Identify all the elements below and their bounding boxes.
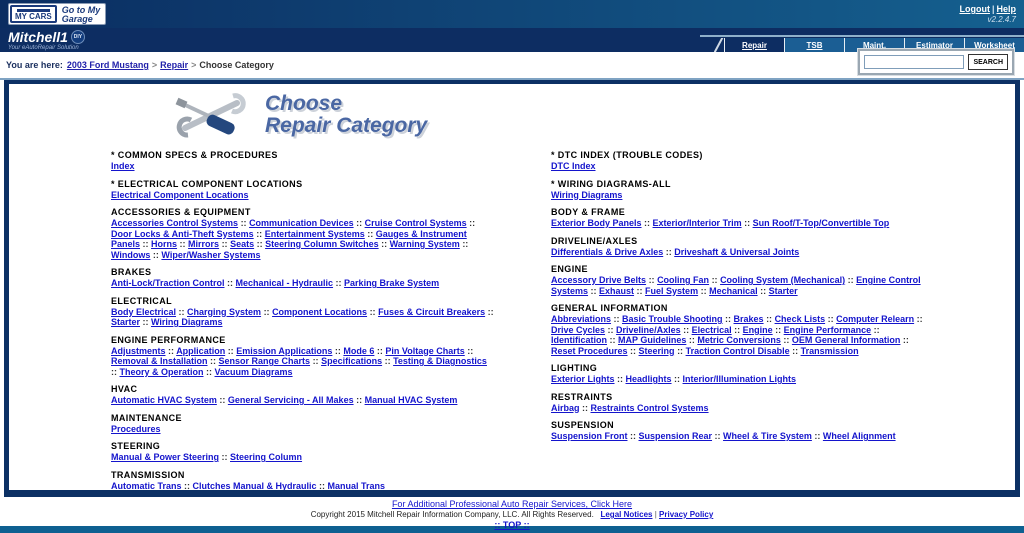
category-link[interactable]: Starter (111, 317, 141, 327)
category-link[interactable]: Theory & Operation (119, 366, 204, 377)
category-link[interactable]: Engine Control Systems (551, 275, 921, 296)
link-separator: :: (772, 324, 784, 335)
link-separator: :: (165, 345, 177, 356)
category-link[interactable]: Steering Column (230, 452, 303, 462)
category-link[interactable]: DTC Index (551, 161, 596, 171)
link-separator: :: (333, 278, 345, 288)
category-section (551, 207, 935, 229)
category-link[interactable]: Wiring Diagrams (151, 317, 223, 327)
category-link[interactable]: Starter (768, 285, 798, 296)
category-link[interactable]: Mechanical (709, 285, 758, 296)
category-link[interactable]: Manual HVAC System (364, 395, 458, 405)
category-section (551, 179, 935, 201)
category-link[interactable]: Electrical (691, 324, 732, 335)
category-link[interactable]: Manual Trans (327, 480, 386, 491)
category-section (551, 150, 935, 172)
link-separator: :: (627, 345, 639, 356)
link-separator: :: (364, 228, 376, 239)
category-link[interactable]: Restraints Control Systems (590, 402, 709, 413)
link-separator: :: (780, 335, 792, 345)
category-link[interactable]: Drive Cycles (551, 324, 606, 335)
category-columns (9, 140, 1015, 497)
category-heading: * WIRING DIAGRAMS-ALL (551, 178, 671, 189)
category-link[interactable]: Anti-Lock/Traction Control (111, 278, 225, 288)
category-link[interactable]: Sensor Range Charts (218, 356, 311, 366)
link-separator: :: (140, 239, 152, 249)
category-section (111, 470, 495, 492)
category-column-right (551, 150, 935, 497)
category-section (551, 420, 935, 442)
link-separator: :: (712, 431, 724, 441)
category-heading: ACCESSORIES & EQUIPMENT (111, 207, 251, 217)
copyright-text: Copyright 2015 Mitchell Repair Information Company, LLC. All Rights Reserved. (310, 510, 594, 519)
category-heading: * ELECTRICAL COMPONENT LOCATIONS (111, 178, 303, 189)
category-link[interactable]: Charging System (187, 306, 262, 317)
breadcrumb (0, 60, 274, 70)
category-link[interactable]: Adjustments (111, 345, 166, 356)
category-link[interactable]: Wheel Alignment (822, 431, 896, 441)
link-separator: :: (674, 345, 686, 356)
link-separator: :: (140, 317, 152, 327)
category-link[interactable]: Component Locations (272, 306, 368, 317)
category-link[interactable]: Headlights (625, 374, 672, 384)
category-heading: * COMMON SPECS & PROCEDURES (111, 150, 278, 160)
breadcrumb-prefix: You are here: (6, 60, 63, 70)
link-separator: :: (216, 395, 228, 405)
my-cars-plate (10, 5, 57, 23)
diy-badge-icon: DIY (71, 30, 85, 44)
category-link[interactable]: Vacuum Diagrams (214, 366, 293, 377)
my-cars-label: MY CARS (15, 11, 52, 21)
category-link[interactable]: Basic Trouble Shooting (622, 314, 723, 324)
link-separator: :: (224, 278, 236, 288)
link-separator: :: (680, 324, 692, 335)
breadcrumb-separator: > (191, 60, 197, 70)
category-heading: TRANSMISSION (111, 469, 185, 480)
category-heading: STEERING (111, 441, 161, 451)
link-separator: :: (254, 239, 266, 249)
link-separator: :: (686, 335, 698, 345)
link-separator: :: (238, 218, 250, 228)
link-separator: :: (111, 366, 120, 377)
link-separator: :: (332, 345, 344, 356)
link-separator: :: (316, 480, 328, 491)
divider: | (654, 510, 657, 519)
category-link[interactable]: Driveline/Axles (616, 324, 681, 335)
category-link[interactable]: Suspension Front (551, 431, 628, 441)
tab-label[interactable]: Maint. (862, 40, 887, 50)
category-link[interactable]: Metric Conversions (697, 335, 781, 345)
link-separator: :: (367, 306, 379, 317)
link-separator: :: (607, 335, 618, 345)
category-link[interactable]: Automatic HVAC System (111, 395, 217, 405)
category-heading: ENGINE PERFORMANCE (111, 334, 226, 345)
category-link[interactable]: Check Lists (774, 314, 826, 324)
category-heading: ENGINE (551, 264, 588, 274)
category-link[interactable]: Accessories Control Systems (111, 218, 239, 228)
main-content-box (4, 80, 1020, 497)
category-heading: GENERAL INFORMATION (551, 303, 668, 313)
search-panel (858, 49, 1014, 75)
link-separator: :: (382, 356, 394, 366)
category-section (111, 179, 495, 201)
link-separator: :: (614, 374, 626, 384)
category-link[interactable]: Cooling Fan (657, 275, 710, 285)
category-link[interactable]: Mirrors (188, 239, 220, 249)
category-link[interactable]: Abbreviations (551, 314, 612, 324)
back-to-top-link[interactable]: :: TOP :: (494, 520, 530, 530)
category-link[interactable]: Clutches Manual & Hydraulic (192, 480, 317, 491)
logo-tagline: Your eAutoRepair Solution (8, 45, 79, 51)
category-section (551, 363, 935, 385)
category-link[interactable]: Cruise Control Systems (364, 218, 467, 228)
tab-repair[interactable] (724, 38, 784, 52)
link-separator: :: (219, 239, 231, 249)
category-section (551, 303, 935, 356)
link-separator: :: (464, 345, 474, 356)
link-separator: :: (353, 395, 365, 405)
category-link[interactable]: Body Electrical (111, 306, 177, 317)
logo-text: Mitchell1 (8, 29, 68, 45)
link-separator: :: (219, 452, 231, 462)
link-separator: :: (176, 306, 188, 317)
link-separator: :: (698, 285, 710, 296)
link-separator: :: (757, 285, 769, 296)
category-link[interactable]: Suspension Rear (638, 431, 713, 441)
category-link[interactable]: Electrical Component Locations (111, 189, 249, 200)
category-link[interactable]: Removal & Installation (111, 356, 208, 366)
link-separator: :: (261, 306, 273, 317)
link-separator: :: (177, 239, 189, 249)
link-separator: :: (588, 285, 600, 296)
breadcrumb-item[interactable]: 2003 Ford Mustang (66, 60, 149, 70)
category-link[interactable]: Steering Column Switches (265, 239, 379, 249)
category-link[interactable]: Differentials & Drive Axles (551, 246, 664, 257)
link-separator: :: (353, 218, 365, 228)
link-separator: :: (845, 275, 857, 285)
category-link[interactable]: Engine Performance (783, 324, 872, 335)
tab-label[interactable]: Estimator (916, 40, 953, 50)
category-link[interactable]: Windows (111, 249, 151, 260)
category-link[interactable]: Steering (638, 345, 675, 356)
link-separator: :: (731, 324, 743, 335)
category-link[interactable]: Horns (151, 239, 178, 249)
breadcrumb-separator: > (151, 60, 158, 70)
category-link[interactable]: Accessory Drive Belts (551, 275, 647, 285)
tabs-diagonal-decoration (714, 38, 724, 52)
category-link[interactable]: Mode 6 (343, 345, 375, 356)
category-link[interactable]: Warning System (389, 239, 460, 249)
category-link[interactable]: Driveshaft & Universal Joints (674, 246, 800, 257)
category-link[interactable]: Brakes (733, 314, 764, 324)
category-heading: * DTC INDEX (TROUBLE CODES) (551, 150, 703, 160)
link-separator: :: (605, 324, 617, 335)
category-link[interactable]: Gauges & Instrument Panels (111, 228, 467, 249)
version-label: v2.2.4.7 (987, 15, 1016, 24)
link-separator: :: (789, 345, 801, 356)
category-link[interactable]: Application (176, 345, 226, 356)
tab-label[interactable]: Repair (742, 40, 767, 50)
category-section (551, 264, 935, 296)
link-separator: :: (627, 431, 639, 441)
category-column-left (111, 150, 495, 497)
category-heading: LIGHTING (551, 363, 598, 373)
link-separator: :: (203, 366, 215, 377)
mitchell1-logo (8, 29, 85, 51)
link-separator: :: (914, 314, 923, 324)
link-separator: :: (646, 275, 658, 285)
category-link[interactable]: Fuel System (645, 285, 699, 296)
category-link[interactable]: Engine (742, 324, 773, 335)
link-separator: :: (641, 218, 653, 228)
category-link[interactable]: Emission Applications (236, 345, 333, 356)
link-separator: :: (378, 239, 390, 249)
link-separator: :: (741, 218, 753, 228)
category-link[interactable]: Cooling System (Mechanical) (720, 275, 846, 285)
link-separator: :: (763, 314, 775, 324)
category-link[interactable]: Reset Procedures (551, 345, 628, 356)
link-separator: :: (611, 314, 623, 324)
category-link[interactable]: Computer Relearn (836, 314, 915, 324)
category-link[interactable]: Index (111, 161, 135, 171)
help-link[interactable]: Help (996, 4, 1016, 14)
category-link[interactable]: OEM General Information (791, 335, 901, 345)
link-separator: :: (207, 356, 219, 366)
category-link[interactable]: Testing & Diagnostics (393, 356, 487, 366)
category-link[interactable]: Transmission (800, 345, 859, 356)
search-button[interactable]: SEARCH (968, 54, 1008, 70)
link-separator: :: (671, 374, 683, 384)
category-link[interactable]: Fuses & Circuit Breakers (378, 306, 486, 317)
garage-label: Go to My Garage (61, 5, 101, 24)
category-link[interactable]: Communication Devices (249, 218, 354, 228)
category-link[interactable]: Traction Control Disable (685, 345, 790, 356)
category-link[interactable]: General Servicing - All Makes (227, 395, 354, 405)
link-separator: :: (374, 345, 386, 356)
category-link[interactable]: Specifications (321, 356, 383, 366)
category-link[interactable]: Wheel & Tire System (723, 431, 812, 441)
category-heading: ELECTRICAL (111, 295, 172, 306)
tab-label[interactable]: Worksheet (974, 40, 1015, 50)
category-link[interactable]: Interior/Illumination Lights (682, 374, 797, 384)
tabs-accent-line (700, 35, 1024, 37)
page-title: Choose Repair Category (265, 92, 428, 137)
logout-link[interactable]: Logout (959, 4, 990, 14)
link-separator: :: (709, 275, 721, 285)
link-separator: :: (579, 402, 591, 413)
link-separator: :: (310, 356, 322, 366)
tab-tsb[interactable] (784, 38, 844, 52)
link-separator: :: (253, 228, 265, 239)
session-controls (959, 4, 1016, 24)
link-separator: :: (181, 480, 193, 491)
category-link[interactable]: Parking Brake System (344, 278, 440, 288)
professional-services-link[interactable]: For Additional Professional Auto Repair Services, Click Here (391, 499, 633, 509)
category-link[interactable]: Exterior Lights (551, 374, 615, 384)
category-section (111, 413, 495, 435)
category-link[interactable]: MAP Guidelines (618, 335, 687, 345)
category-link[interactable]: Entertainment Systems (264, 228, 365, 239)
category-link[interactable]: Automatic Trans (111, 480, 182, 491)
privacy-policy-link[interactable]: Privacy Policy (659, 510, 714, 519)
category-section (111, 441, 495, 463)
category-section (111, 296, 495, 328)
category-link[interactable]: Mechanical - Hydraulic (235, 278, 334, 288)
category-link[interactable]: Door Locks & Anti-Theft Systems (111, 228, 254, 239)
link-separator: :: (150, 249, 162, 260)
category-link[interactable]: Pin Voltage Charts (385, 345, 465, 356)
category-section (111, 207, 495, 260)
category-section (111, 267, 495, 289)
category-section (551, 236, 935, 258)
category-heading: RESTRAINTS (551, 391, 613, 402)
category-section (111, 335, 495, 378)
category-heading: BRAKES (111, 267, 152, 277)
crossed-tools-icon (173, 92, 251, 138)
category-link[interactable]: Manual & Power Steering (111, 452, 220, 462)
category-link[interactable]: Airbag (551, 402, 580, 413)
category-heading: MAINTENANCE (111, 412, 182, 423)
breadcrumb-item: Choose Category (199, 60, 274, 70)
category-link[interactable]: Exterior/Interior Trim (652, 218, 742, 228)
link-separator: :: (871, 324, 880, 335)
category-link[interactable]: Procedures (111, 423, 161, 434)
top-bar (0, 0, 1024, 28)
category-link[interactable]: Exterior Body Panels (551, 218, 642, 228)
link-separator: :: (825, 314, 837, 324)
link-separator: :: (722, 314, 734, 324)
link-separator: :: (811, 431, 823, 441)
legal-notices-link[interactable]: Legal Notices (600, 510, 653, 519)
link-separator: :: (485, 306, 494, 317)
category-link[interactable]: Seats (230, 239, 255, 249)
divider: | (991, 4, 995, 14)
category-heading: BODY & FRAME (551, 207, 626, 217)
category-heading: DRIVELINE/AXLES (551, 235, 638, 246)
link-separator: :: (459, 239, 469, 249)
search-input[interactable] (864, 55, 964, 69)
page-title-banner (173, 92, 1015, 138)
link-separator: :: (663, 246, 675, 257)
main-content-frame (0, 78, 1024, 497)
link-separator: :: (634, 285, 646, 296)
category-section (551, 392, 935, 414)
category-link[interactable]: Exhaust (599, 285, 635, 296)
category-section (111, 384, 495, 406)
link-separator: :: (900, 335, 909, 345)
tab-label[interactable]: TSB (806, 40, 823, 50)
footer (0, 497, 1024, 530)
category-link[interactable]: Wiring Diagrams (551, 189, 623, 200)
category-heading: SUSPENSION (551, 420, 615, 430)
category-heading: HVAC (111, 384, 138, 394)
category-link[interactable]: Wiper/Washer Systems (161, 249, 261, 260)
go-to-my-garage-button[interactable] (8, 3, 106, 25)
breadcrumb-item[interactable]: Repair (160, 60, 189, 70)
breadcrumb-row (0, 52, 1024, 78)
category-link[interactable]: Identification (551, 335, 607, 345)
link-separator: :: (466, 218, 476, 228)
category-link[interactable]: Sun Roof/T-Top/Convertible Top (752, 218, 890, 228)
link-separator: :: (225, 345, 237, 356)
category-section (111, 150, 495, 172)
